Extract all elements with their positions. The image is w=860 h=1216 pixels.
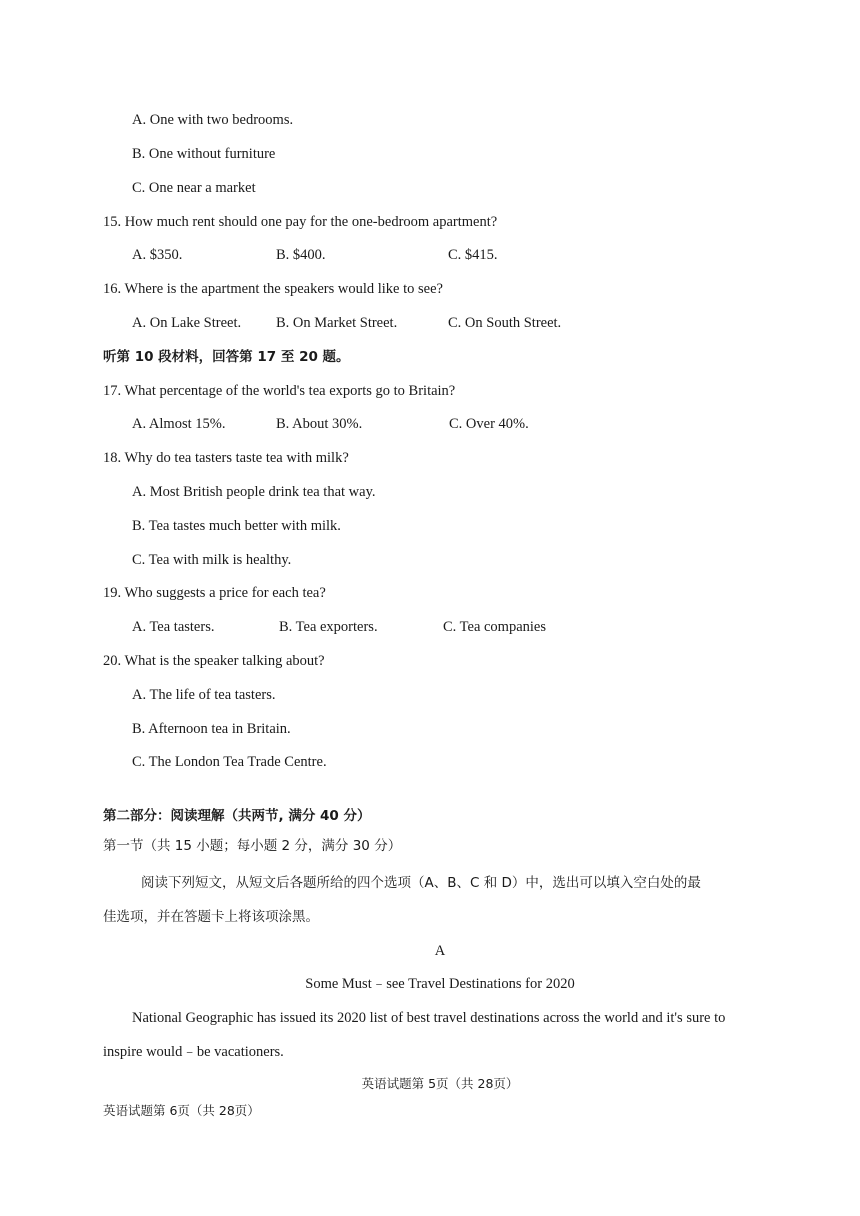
q18-option-b: B. Tea tastes much better with milk. — [132, 518, 341, 534]
instructions-line2: 佳选项，并在答题卡上将该项涂黑。 — [103, 909, 319, 925]
q16-option-c: C. On South Street. — [448, 315, 562, 331]
passage-line1: National Geographic has issued its 2020 list of best travel destinations across the world and it's sure to — [132, 1010, 726, 1026]
footer-page-number: 英语试题第 5页（共 28页） — [361, 1076, 519, 1091]
q15-option-c: C. $415. — [448, 247, 498, 263]
instructions-line1: 阅读下列短文，从短文后各题所给的四个选项（A、B、C 和 D）中，选出可以填入空白处的最 — [141, 875, 701, 891]
q20-option-b: B. Afternoon tea in Britain. — [132, 721, 291, 737]
q20-option-c: C. The London Tea Trade Centre. — [132, 754, 327, 770]
q14-option-c: C. One near a market — [132, 180, 256, 196]
q17-option-b: B. About 30%. — [276, 416, 363, 432]
q18-option-c: C. Tea with milk is healthy. — [132, 552, 292, 568]
q19-option-c: C. Tea companies — [443, 619, 547, 635]
q19-option-a: A. Tea tasters. — [132, 619, 215, 635]
q16-option-a: A. On Lake Street. — [132, 315, 242, 331]
q20-option-a: A. The life of tea tasters. — [132, 687, 276, 703]
q20-stem: 20. What is the speaker talking about? — [103, 653, 325, 669]
q18-stem: 18. Why do tea tasters taste tea with milk? — [103, 450, 349, 466]
q15-stem: 15. How much rent should one pay for the one-bedroom apartment? — [103, 214, 498, 230]
footer-page-number-2: 英语试题第 6页（共 28页） — [103, 1103, 260, 1118]
passage-line2: inspire would﹣be vacationers. — [103, 1044, 284, 1060]
section1-heading: 第一节（共 15 小题；每小题 2 分，满分 30 分） — [103, 838, 402, 854]
passage-title: Some Must﹣see Travel Destinations for 2020 — [305, 976, 575, 992]
q15-option-a: A. $350. — [132, 247, 183, 263]
part2-heading: 第二部分：阅读理解（共两节, 满分 40 分） — [103, 808, 371, 824]
q16-stem: 16. Where is the apartment the speakers would like to see? — [103, 281, 443, 297]
q15-option-b: B. $400. — [276, 247, 326, 263]
q17-stem: 17. What percentage of the world's tea exports go to Britain? — [103, 383, 456, 399]
q19-option-b: B. Tea exporters. — [279, 619, 378, 635]
q14-option-a: A. One with two bedrooms. — [132, 112, 294, 128]
q19-stem: 19. Who suggests a price for each tea? — [103, 585, 326, 601]
q17-option-c: C. Over 40%. — [449, 416, 529, 432]
q16-option-b: B. On Market Street. — [276, 315, 398, 331]
q18-option-a: A. Most British people drink tea that way. — [132, 484, 376, 500]
section10-heading: 听第 10 段材料，回答第 17 至 20 题。 — [103, 349, 350, 365]
q17-option-a: A. Almost 15%. — [132, 416, 226, 432]
passage-letter: A — [434, 943, 446, 959]
q14-option-b: B. One without furniture — [132, 146, 276, 162]
